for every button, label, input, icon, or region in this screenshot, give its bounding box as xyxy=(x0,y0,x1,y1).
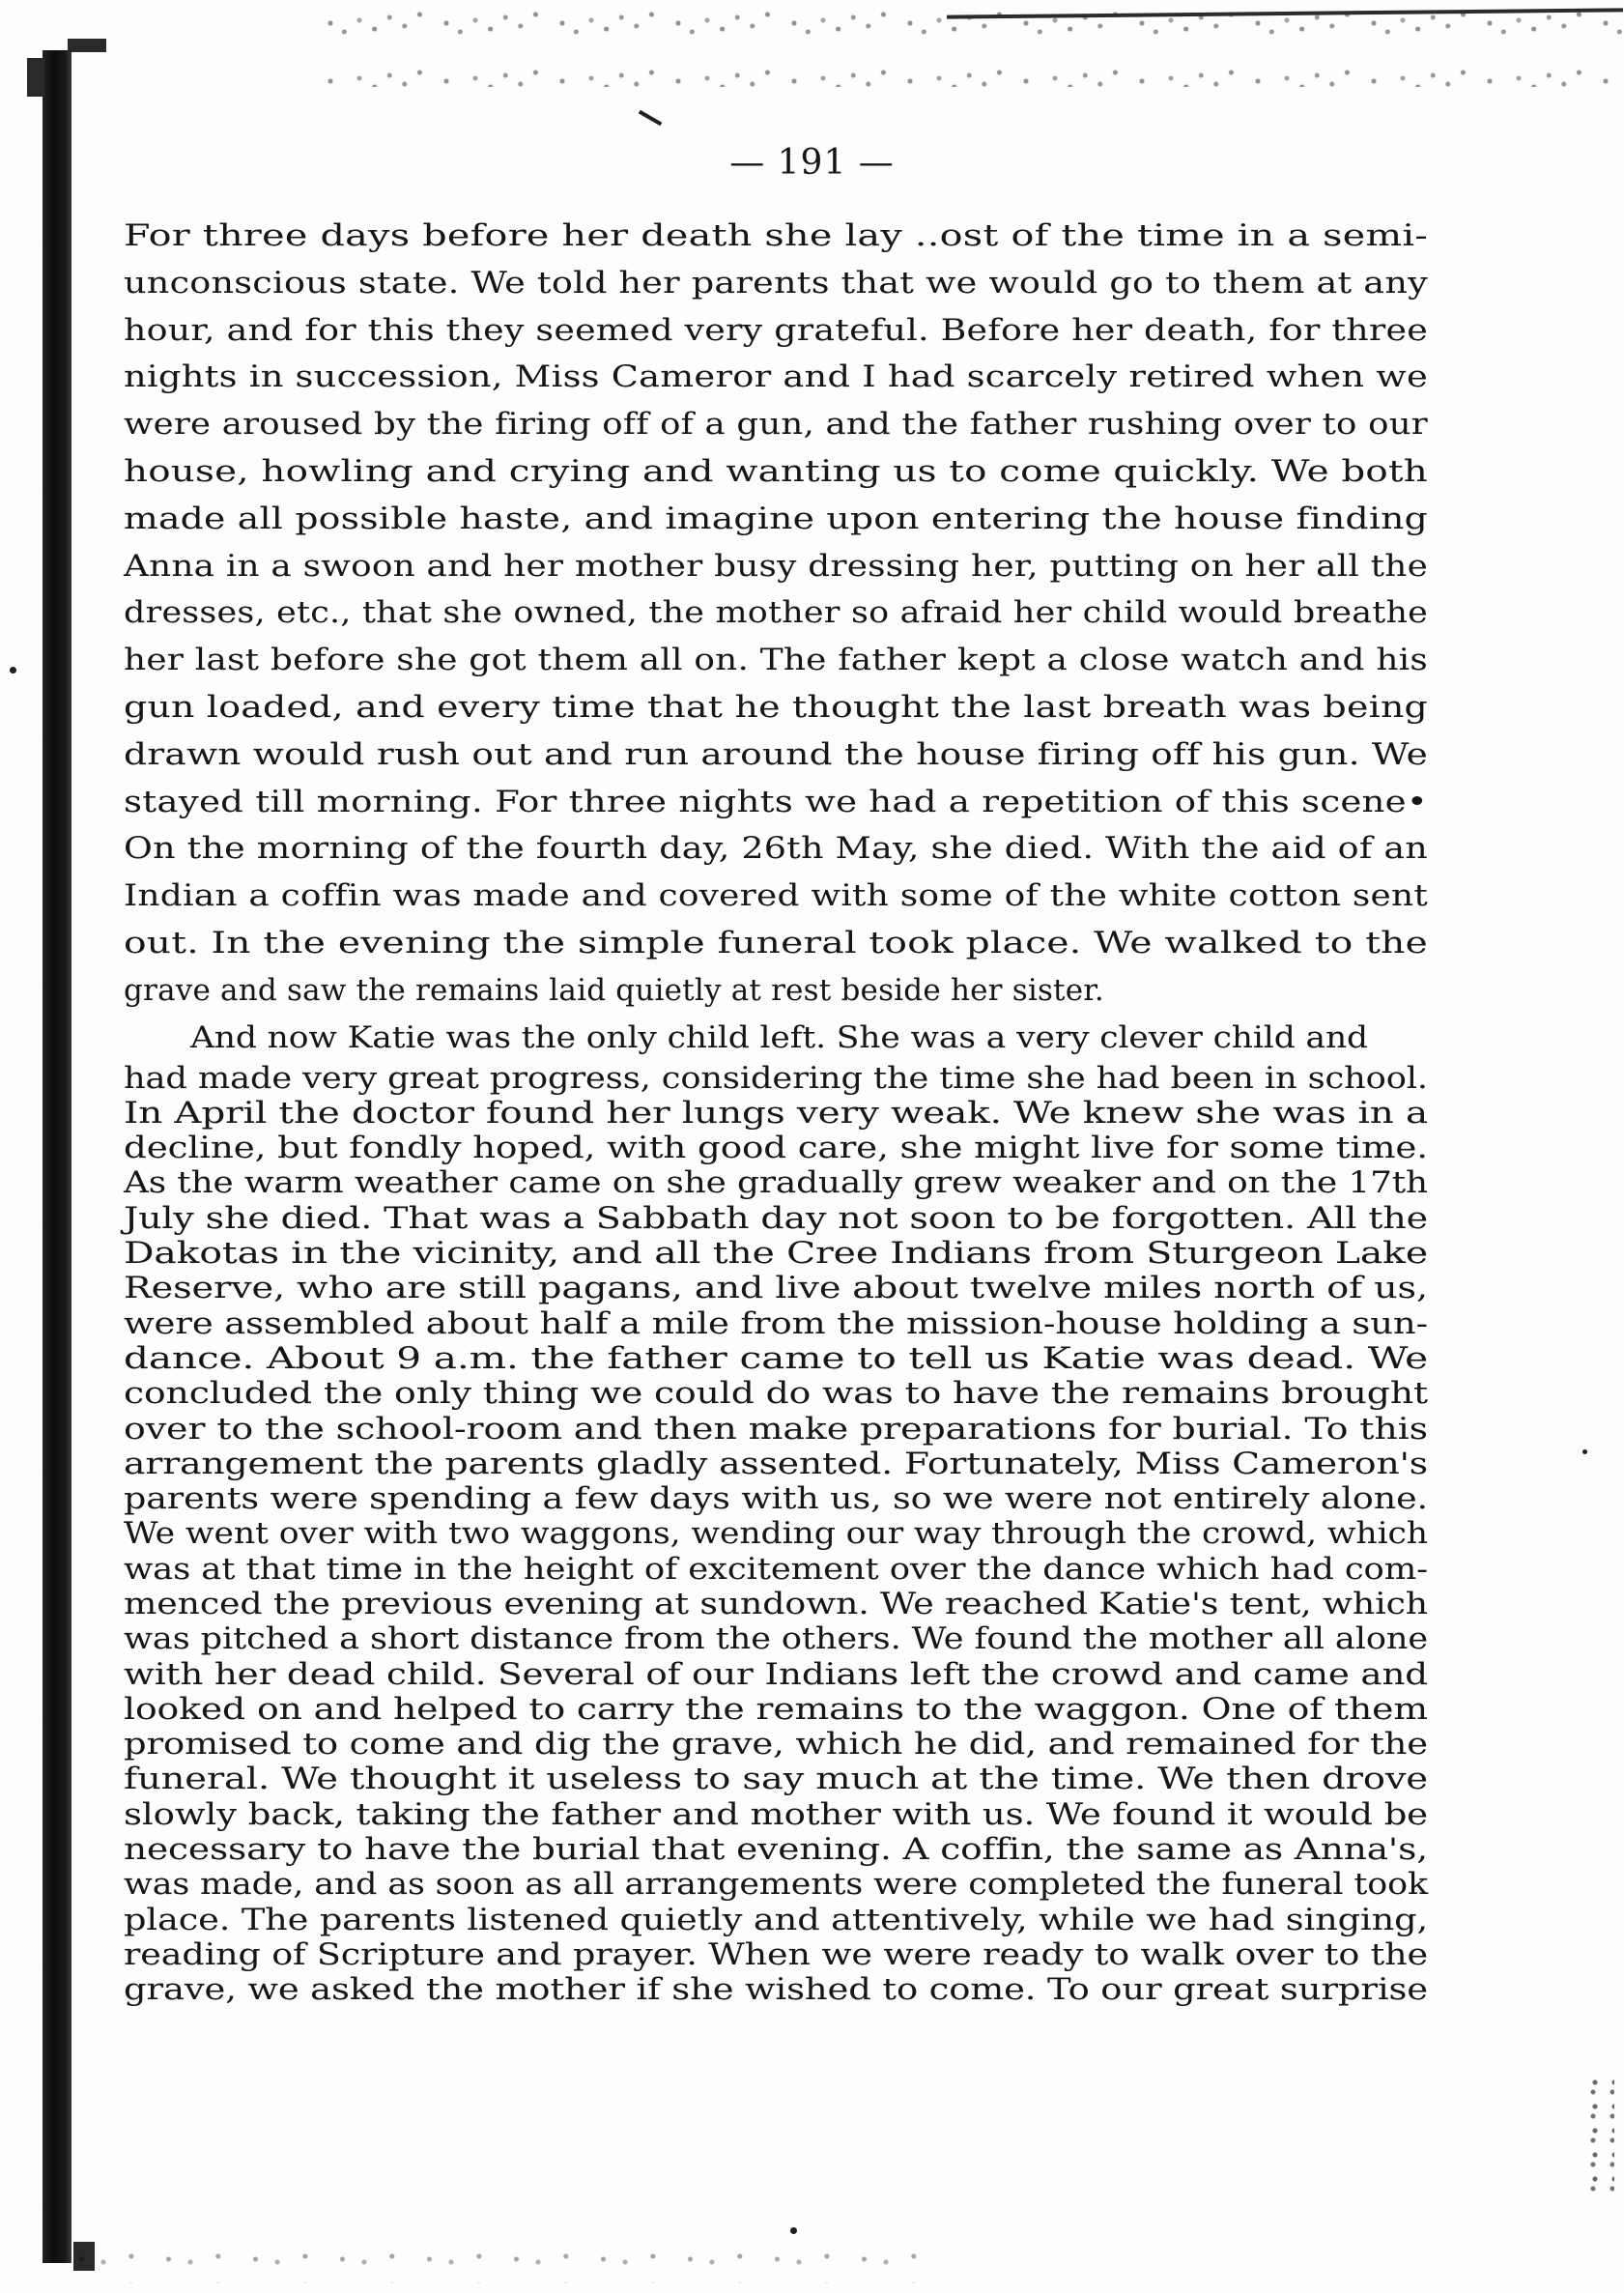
text-line: over to the school-room and then make preparations for burial. To this xyxy=(124,1411,1428,1447)
text-line: stayed till morning. For three nights we had a repetition of this scene• xyxy=(124,784,1428,819)
text-line: was made, and as soon as all arrangements were completed the funeral took xyxy=(124,1867,1428,1903)
text-line: July she died. That was a Sabbath day not soon to be forgotten. All the xyxy=(124,1200,1429,1236)
text-line: with her dead child. Several of our Indians left the crowd and came and xyxy=(124,1656,1428,1692)
text-line: parents were spending a few days with us, so we were not entirely alone. xyxy=(124,1481,1428,1517)
text-line: promised to come and dig the grave, which he did, and remained for the xyxy=(124,1727,1428,1763)
text-line: gun loaded, and every time that he thought the last breath was being xyxy=(124,689,1428,725)
text-line: Indian a coffin was made and covered with some of the white cotton sent xyxy=(124,878,1428,914)
text-line: had made very great progress, considering the time she had been in school. xyxy=(124,1060,1428,1096)
text-line: nights in succession, Miss Cameror and I had scarcely retired when we xyxy=(124,359,1428,395)
text-line: looked on and helped to carry the remains to the waggon. One of them xyxy=(124,1691,1428,1727)
text-line: dance. About 9 a.m. the father came to tell us Katie was dead. We xyxy=(124,1340,1428,1376)
text-line: house, howling and crying and wanting us to come quickly. We both xyxy=(124,453,1428,489)
text-line: Reserve, who are still pagans, and live about twelve miles north of us, xyxy=(124,1271,1428,1306)
page-number: — 191 — xyxy=(729,143,895,183)
text-line: On the morning of the fourth day, 26th May, she died. With the aid of an xyxy=(124,831,1428,867)
text-line: unconscious state. We told her parents that we would go to them at any xyxy=(124,265,1428,301)
text-line: slowly back, taking the father and mother with us. We found it would be xyxy=(124,1796,1428,1832)
binding-shadow xyxy=(43,50,71,2263)
text-line: grave and saw the remains laid quietly at rest beside her sister. xyxy=(124,972,1104,1008)
scan-noise-bottom xyxy=(77,2245,947,2283)
text-line: funeral. We thought it useless to say much at the time. We then drove xyxy=(124,1762,1428,1797)
text-line: was pitched a short distance from the others. We found the mother all alone xyxy=(124,1621,1428,1657)
ink-dot xyxy=(10,667,16,674)
text-line: Anna in a swoon and her mother busy dressing her, putting on her all the xyxy=(124,548,1428,584)
scan-artifact xyxy=(27,58,44,97)
text-line: out. In the evening the simple funeral took place. We walked to the xyxy=(124,925,1428,960)
text-line: hour, and for this they seemed very grateful. Before her death, for three xyxy=(124,312,1428,348)
text-line: decline, but fondly hoped, with good care, she might live for some time. xyxy=(124,1131,1428,1166)
text-line: necessary to have the burial that evening. A coffin, the same as Anna's, xyxy=(124,1832,1428,1868)
text-line: was at that time in the height of excitement over the dance which had com- xyxy=(124,1551,1428,1587)
text-line: place. The parents listened quietly and attentively, while we had singing, xyxy=(124,1902,1428,1937)
text-line: made all possible haste, and imagine upon entering the house finding xyxy=(124,501,1428,536)
text-line: drawn would rush out and run around the house firing off his gun. We xyxy=(124,736,1428,772)
text-line: grave, we asked the mother if she wished to come. To our great surprise xyxy=(124,1972,1428,2008)
text-line: In April the doctor found her lungs very weak. We knew she was in a xyxy=(124,1095,1428,1131)
paragraph-2 xyxy=(124,1015,1428,2008)
paragraph-1 xyxy=(124,213,1428,1015)
text-line: reading of Scripture and prayer. When we were ready to walk over to the xyxy=(124,1936,1428,1972)
text-line: We went over with two waggons, wending our way through the crowd, which xyxy=(124,1516,1428,1552)
text-line: For three days before her death she lay ..ost of the time in a semi- xyxy=(124,218,1428,253)
body-text xyxy=(124,213,1428,2008)
text-line: arrangement the parents gladly assented. Fortunately, Miss Cameron's xyxy=(124,1446,1428,1481)
ink-mark xyxy=(639,110,663,126)
text-line: her last before she got them all on. The father kept a close watch and his xyxy=(124,643,1428,678)
text-line: And now Katie was the only child left. She was a very clever child and xyxy=(189,1019,1368,1055)
scan-noise-right xyxy=(1585,2078,1614,2193)
ink-dot xyxy=(790,2227,797,2234)
text-line: concluded the only thing we could do was to have the remains brought xyxy=(124,1376,1428,1412)
text-line: were assembled about half a mile from the mission-house holding a sun- xyxy=(124,1305,1428,1341)
text-line: menced the previous evening at sundown. We reached Katie's tent, which xyxy=(124,1587,1428,1621)
ink-dot xyxy=(1582,1449,1587,1454)
scan-artifact xyxy=(68,39,106,52)
text-line: Dakotas in the vicinity, and all the Cree Indians from Sturgeon Lake xyxy=(124,1236,1428,1272)
text-line: dresses, etc., that she owned, the mother so afraid her child would breathe xyxy=(124,595,1429,631)
text-line: As the warm weather came on she gradually grew weaker and on the 17th xyxy=(124,1165,1429,1201)
text-line: were aroused by the firing off of a gun, and the father rushing over to our xyxy=(124,407,1428,443)
